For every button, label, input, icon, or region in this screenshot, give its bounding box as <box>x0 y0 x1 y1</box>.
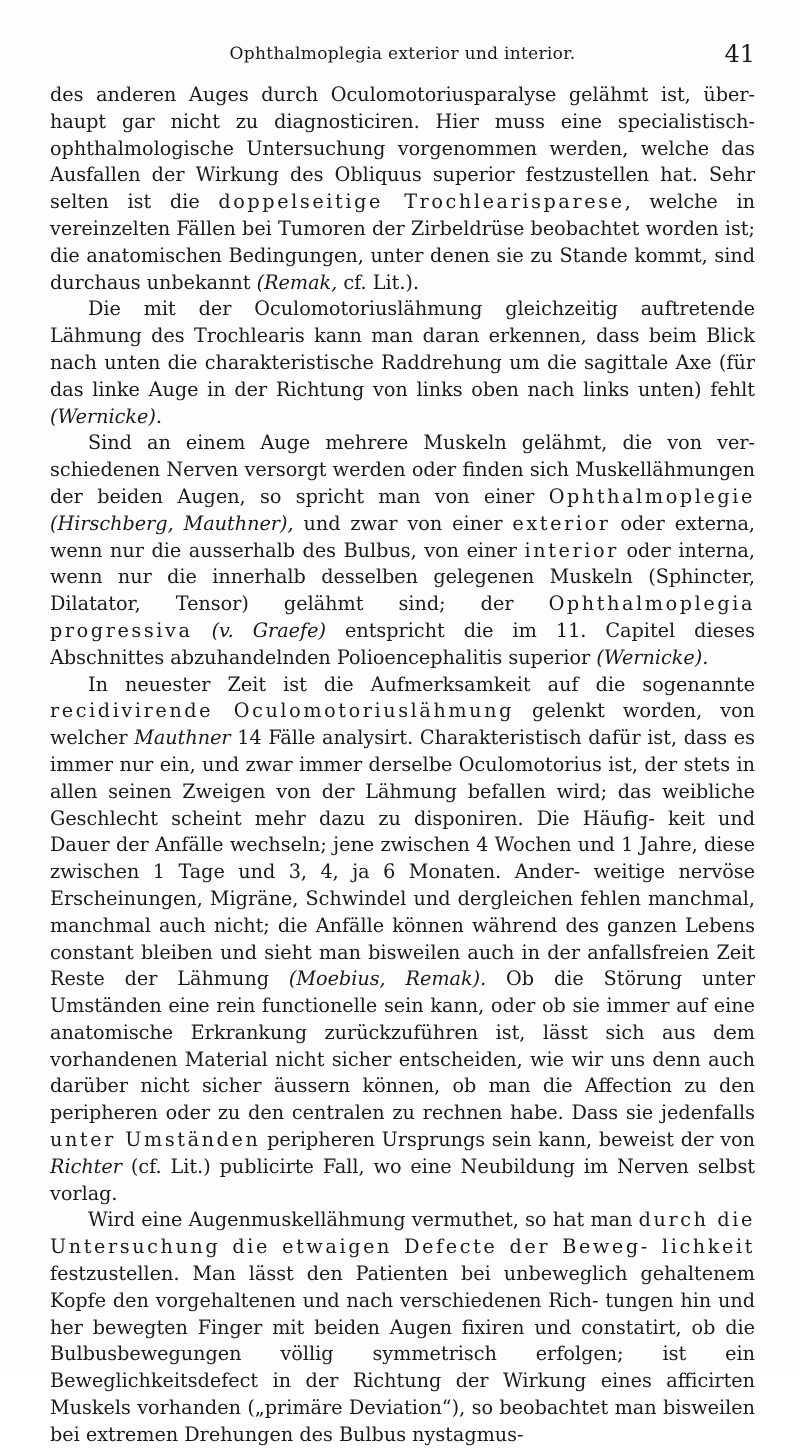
paragraph-4 <box>50 672 755 1208</box>
author-citation: Mauthner <box>134 726 231 750</box>
text-run: oder interna, wenn nur die innerhalb desselben gelegenen Muskeln (Sphincter, Dilatator, Tensor) gelähmt sind; der <box>50 538 755 616</box>
text-run: des anderen Auges durch Oculomotoriusparalyse gelähmt ist, über- haupt gar nicht zu diagnosticiren. Hier muss eine specialistisch- ophthalmologische Untersuchung vorgenommen werden, welche das Ausfallen der Wirkung des Obliquus superior festzustellen hat. Sehr selten ist die <box>50 83 755 214</box>
text-run: entspricht die im 11. Capitel dieses Abschnittes abzuhandelnden Polioencephalitis superior <box>50 618 755 669</box>
text-run: oder externa, wenn nur die ausserhalb des Bulbus, von einer <box>50 511 755 562</box>
text-run: Ob die Störung unter Umständen eine rein functionelle sein kann, oder ob sie immer auf eine anatomische Erkrankung zurückzuführen ist, lässt sich aus dem vorhandenen Material nicht sicher entscheiden, wie wir uns denn auch darüber nicht sicher äussern können, ob man die Affection zu den peripheren oder zu den centralen zu rechnen habe. Dass sie jedenfalls <box>50 967 756 1125</box>
text-run: cf. Lit.). <box>337 270 419 294</box>
text-run: , welche in vereinzelten Fällen bei Tumoren der Zirbeldrüse beobachtet worden ist; die anatomischen Bedingungen, unter denen sie zu Stande kommt, sind durchaus unbekannt <box>50 190 755 294</box>
text-run <box>193 619 212 642</box>
text-run: Wird eine Augenmuskellähmung vermuthet, so hat man <box>88 1208 639 1232</box>
text-run: Sind an einem Auge mehrere Muskeln gelähmt, die von ver- schiedenen Nerven versorgt werden oder finden sich Muskellähmungen der beiden Augen, so spricht man von einer <box>50 431 755 508</box>
text-run: (cf. Lit.) publicirte Fall, wo eine Neubildung im Nerven selbst vorlag. <box>50 1154 755 1205</box>
text-run: 14 Fälle analysirt. Charakteristisch dafür ist, dass es immer nur ein, und zwar immer derselbe Oculomotorius ist, der stets in allen seinen Zweigen von der Lähmung befallen wird; das weibliche Geschlecht scheint mehr dazu zu disponiren. Die Häufig- keit und Dauer der Anfälle wechseln; jene zwischen 4 Wochen und 1 Jahre, diese zwischen 1 Tage und 3, 4, ja 6 Monaten. Ander- weitige nervöse Erscheinungen, Migräne, Schwindel und dergleichen fehlen manchmal, manchmal auch nicht; die Anfälle können während des ganzen Lebens constant bleiben und sieht man bisweilen auch in der anfallsfreien Zeit Reste der Lähmung <box>50 726 755 991</box>
spaced-emphasis: Ophthalmoplegia progressiva <box>50 592 755 642</box>
spaced-emphasis: durch die Untersuchung die etwaigen Defecte der Beweg- lichkeit <box>50 1208 755 1259</box>
spaced-emphasis: recidivirende Oculomotoriuslähmung <box>50 699 514 723</box>
text-run: festzustellen. Man lässt den Patienten bei unbeweglich gehaltenem Kopfe den vorgehaltenen und nach verschiedenen Rich- tungen hin und her bewegten Finger mit beiden Augen fixiren und constatirt, ob die Bulbusbewegungen völlig symmetrisch erfolgen; ist ein Beweglichkeitsdefect in der Richtung der Wirkung eines afficirten Muskels vorhanden („primäre Deviation“), so beobachtet man bisweilen bei extremen Drehungen des Bulbus nystagmus- <box>50 1262 755 1446</box>
spaced-emphasis: exterior <box>512 511 611 535</box>
text-run: gelenkt worden, von welcher <box>50 699 755 750</box>
spaced-emphasis: interior <box>524 538 619 562</box>
author-citation: (Remak, <box>256 270 338 294</box>
paragraph-1 <box>50 82 755 296</box>
text-run: und zwar von einer <box>293 511 513 535</box>
body-text <box>50 82 755 1449</box>
author-citation: (Wernicke). <box>596 645 709 669</box>
spaced-emphasis: Ophthalmoplegie <box>548 484 755 508</box>
text-run: Die mit der Oculomotoriuslähmung gleichzeitig auftretende Lähmung des Trochlearis kann man daran erkennen, dass beim Blick nach unten die charakteristische Raddrehung um die sagittale Axe (für das linke Auge in der Richtung von links oben nach links unten) fehlt <box>50 297 755 401</box>
page-number: 41 <box>724 40 755 68</box>
paragraph-2 <box>50 296 755 430</box>
author-citation: (Hirschberg, Mauthner), <box>50 511 294 535</box>
author-citation: (Moebius, Remak). <box>288 967 487 991</box>
spaced-emphasis: unter Umständen <box>50 1128 261 1152</box>
text-run: In neuester Zeit ist die Aufmerksamkeit auf die sogenannte <box>88 672 755 696</box>
author-citation: Richter <box>50 1154 122 1178</box>
paragraph-5 <box>50 1207 755 1448</box>
paragraph-3 <box>50 430 755 671</box>
author-citation: (Wernicke). <box>50 404 162 428</box>
spaced-emphasis: doppelseitige Trochlearisparese <box>218 190 625 214</box>
running-head <box>50 40 755 70</box>
author-citation: (v. Graefe) <box>211 618 326 642</box>
text-run: peripheren Ursprungs sein kann, beweist der von <box>260 1128 755 1152</box>
running-title: Ophthalmoplegia exterior und interior. <box>229 44 576 64</box>
